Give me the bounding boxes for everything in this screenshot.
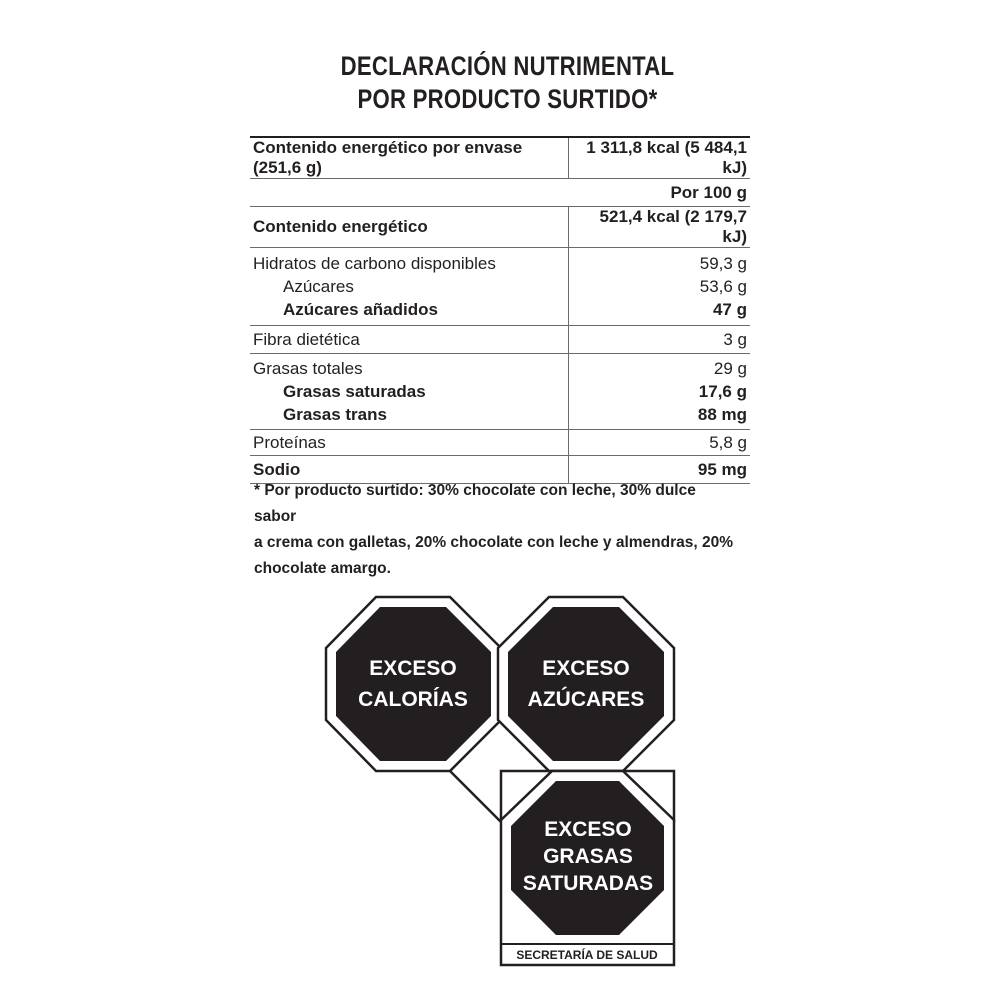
seal-grasas-line-3: SATURADAS xyxy=(522,872,654,895)
footnote-line-2: a crema con galletas, 20% chocolate con leche y almendras, 20% xyxy=(254,534,734,551)
seal-calorias-line-2: CALORÍAS xyxy=(358,688,468,711)
footnote-line-1: * Por producto surtido: 30% chocolate con leche, 30% dulce sabor xyxy=(254,482,696,525)
saturadas-label: Grasas saturadas xyxy=(283,382,426,401)
fibra-value: 3 g xyxy=(569,326,751,354)
grasas-label: Grasas totales xyxy=(253,359,363,378)
hidratos-label: Hidratos de carbono disponibles xyxy=(253,254,496,273)
seal-grasas-line-1: EXCESO xyxy=(544,818,632,841)
sodio-value: 95 mg xyxy=(569,456,751,484)
fibra-label: Fibra dietética xyxy=(250,326,569,354)
seal-azucares-line-2: AZÚCARES xyxy=(527,688,645,711)
authority-label: SECRETARÍA DE SALUD xyxy=(516,948,658,962)
trans-label: Grasas trans xyxy=(283,405,387,424)
title-line-1: DECLARACIÓN NUTRIMENTAL xyxy=(340,51,675,81)
seal-exceso-calorias xyxy=(326,597,501,771)
proteinas-value: 5,8 g xyxy=(569,430,751,456)
seal-grasas-line-2: GRASAS xyxy=(543,845,633,868)
grasas-value: 29 g xyxy=(713,359,747,378)
title-line-2: POR PRODUCTO SURTIDO* xyxy=(357,84,658,114)
seal-exceso-grasas-saturadas xyxy=(501,771,674,965)
envase-label: Contenido energético por envase (251,6 g) xyxy=(250,137,569,179)
seal-octagon-calorias xyxy=(336,607,491,761)
trans-value: 88 mg xyxy=(697,405,747,424)
azucares-label: Azúcares xyxy=(283,277,354,296)
anadidos-value: 47 g xyxy=(712,300,747,319)
proteinas-label: Proteínas xyxy=(250,430,569,456)
sodio-label: Sodio xyxy=(250,456,569,484)
energia-value: 521,4 kcal (2 179,7 kJ) xyxy=(569,207,751,248)
seal-exceso-azucares xyxy=(498,597,674,771)
azucares-value: 53,6 g xyxy=(699,277,747,296)
seal-azucares-line-1: EXCESO xyxy=(542,657,630,680)
footnote-line-3: chocolate amargo. xyxy=(254,560,391,577)
saturadas-value: 17,6 g xyxy=(698,382,747,401)
envase-value: 1 311,8 kcal (5 484,1 kJ) xyxy=(569,137,751,179)
anadidos-label: Azúcares añadidos xyxy=(283,300,438,319)
seal-octagon-azucares xyxy=(508,607,664,761)
hidratos-value: 59,3 g xyxy=(699,254,747,273)
per-100g-label: Por 100 g xyxy=(569,179,751,207)
seal-calorias-line-1: EXCESO xyxy=(369,657,457,680)
energia-label: Contenido energético xyxy=(250,207,569,248)
